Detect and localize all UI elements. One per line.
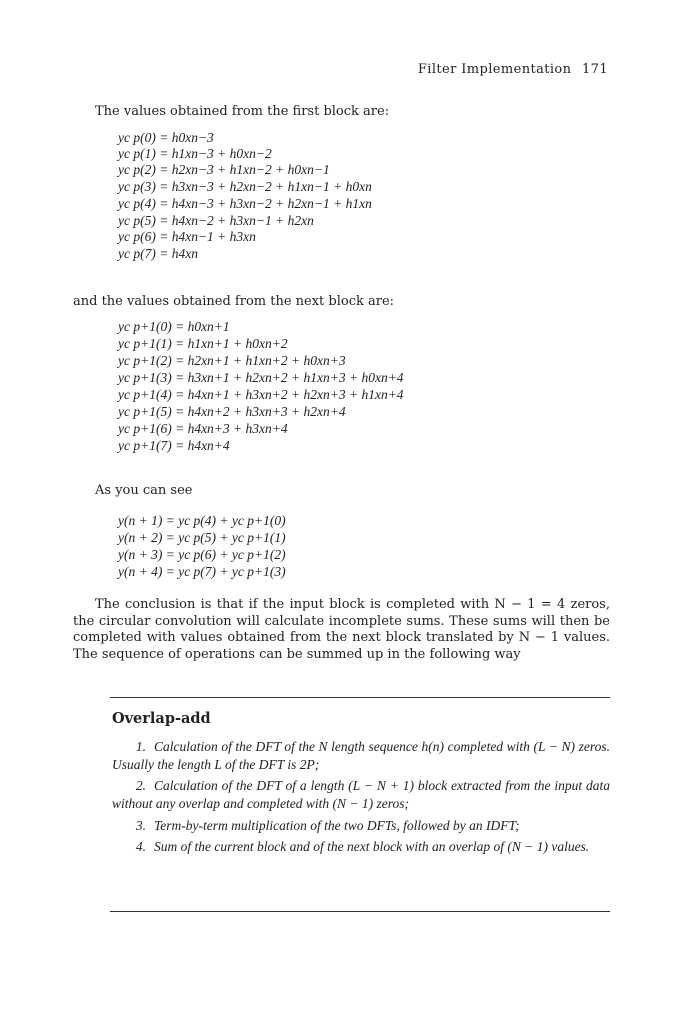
- equation-line: y(n + 2) = yc p(5) + yc p+1(1): [118, 530, 286, 545]
- box-step: [112, 838, 610, 856]
- intro-first-block: The values obtained from the first block are:: [95, 104, 390, 119]
- box-top-rule: [110, 697, 610, 698]
- equation-line: yc p+1(2) = h2xn+1 + h1xn+2 + h0xn+3: [118, 353, 346, 368]
- equation-line: yc p(5) = h4xn−2 + h3xn−1 + h2xn: [118, 213, 314, 228]
- box-title: Overlap-add: [112, 710, 211, 727]
- equation-line: yc p(3) = h3xn−3 + h2xn−2 + h1xn−1 + h0xn: [118, 179, 372, 194]
- running-header: [418, 62, 608, 77]
- step-text: Calculation of the DFT of the N length sequence h(n) completed with (L − N) zeros. Usually the length L of the DFT is 2P;: [112, 739, 610, 772]
- box-step: [112, 777, 610, 813]
- equation-line: y(n + 1) = yc p(4) + yc p+1(0): [118, 513, 286, 528]
- step-number: 2.: [135, 778, 146, 793]
- step-number: 4.: [135, 839, 146, 854]
- step-text: Term-by-term multiplication of the two DFTs, followed by an IDFT;: [154, 818, 520, 833]
- equation-line: yc p+1(5) = h4xn+2 + h3xn+3 + h2xn+4: [118, 404, 346, 419]
- equation-line: yc p+1(1) = h1xn+1 + h0xn+2: [118, 336, 288, 351]
- conclusion-paragraph: The conclusion is that if the input block is completed with N − 1 = 4 zeros, the circular convolution will calculate incomplete sums. These sums will then be completed with values obtained from the next block translated by N − 1 values. The sequence of operations can be summed up in the following way: [73, 597, 610, 662]
- equation-line: yc p+1(6) = h4xn+3 + h3xn+4: [118, 421, 288, 436]
- step-text: Calculation of the DFT of a length (L − N + 1) block extracted from the input data without any overlap and completed with (N − 1) zeros;: [112, 778, 610, 811]
- equation-line: y(n + 4) = yc p(7) + yc p+1(3): [118, 564, 286, 579]
- equation-line: yc p+1(0) = h0xn+1: [118, 319, 230, 334]
- intro-next-block: and the values obtained from the next block are:: [73, 294, 395, 309]
- step-number: 3.: [135, 818, 146, 833]
- equation-line: yc p(0) = h0xn−3: [118, 130, 214, 145]
- box-bottom-rule: [110, 911, 610, 912]
- equation-line: yc p+1(7) = h4xn+4: [118, 438, 230, 453]
- equation-line: y(n + 3) = yc p(6) + yc p+1(2): [118, 547, 286, 562]
- header-title: Filter Implementation: [417, 62, 572, 77]
- equation-line: yc p(6) = h4xn−1 + h3xn: [118, 229, 256, 244]
- equation-line: yc p+1(4) = h4xn+1 + h3xn+2 + h2xn+3 + h1xn+4: [118, 387, 404, 402]
- box-step: [112, 738, 610, 774]
- equation-line: yc p(4) = h4xn−3 + h3xn−2 + h2xn−1 + h1xn: [118, 196, 372, 211]
- step-number: 1.: [135, 739, 146, 754]
- as-you-see-text: As you can see: [95, 483, 193, 498]
- step-text: Sum of the current block and of the next block with an overlap of (N − 1) values.: [154, 839, 590, 854]
- equation-line: yc p(2) = h2xn−3 + h1xn−2 + h0xn−1: [118, 162, 330, 177]
- box-step: [112, 817, 610, 835]
- equation-line: yc p+1(3) = h3xn+1 + h2xn+2 + h1xn+3 + h0xn+4: [118, 370, 404, 385]
- page-number: 171: [581, 62, 608, 77]
- equation-line: yc p(1) = h1xn−3 + h0xn−2: [118, 146, 272, 161]
- equation-line: yc p(7) = h4xn: [118, 246, 198, 261]
